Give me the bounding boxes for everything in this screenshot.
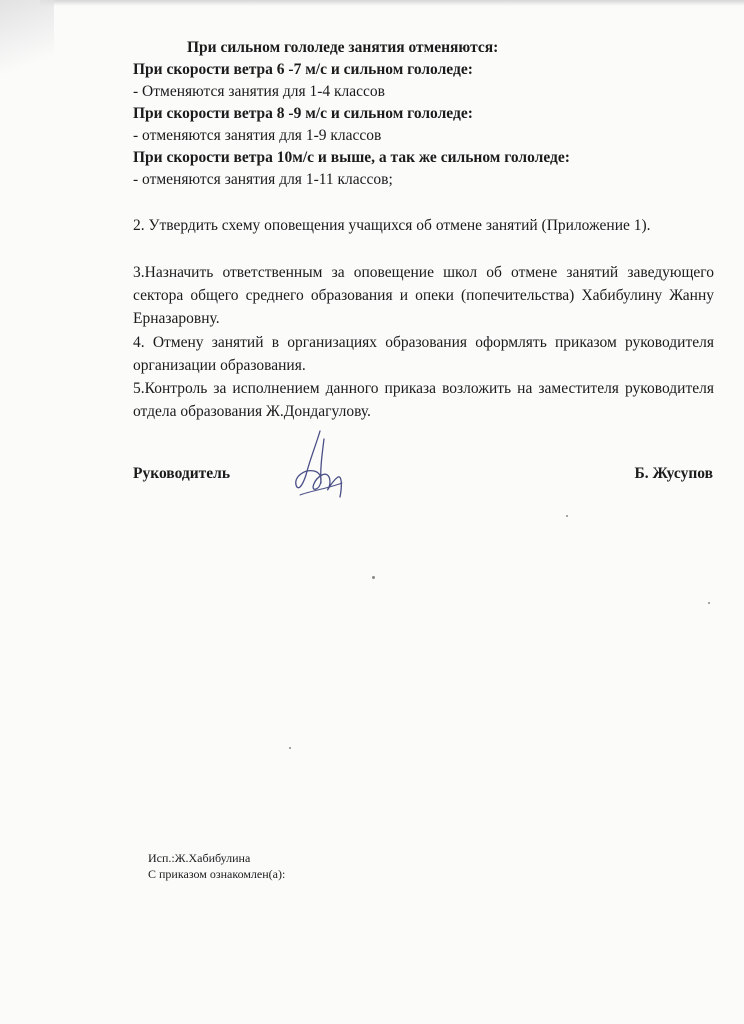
rule-condition: При скорости ветра 6 -7 м/с и сильном гололеде: [133, 61, 473, 78]
ice-heading: При сильном гололеде занятия отменяются: [187, 39, 499, 56]
signature-row [133, 465, 713, 495]
scan-corner-shadow [0, 0, 54, 90]
item-5: 5.Контроль за исполнением данного приказа возложить на заместителя руководителя отдела образования Ж.Дондагулову. [133, 380, 714, 420]
acknowledgement-note: С приказом ознакомлен(а): [148, 867, 286, 881]
scan-edge-shadow [40, 0, 744, 6]
rule-condition: При скорости ветра 8 -9 м/с и сильном гололеде: [133, 105, 473, 122]
scan-speck [372, 576, 375, 579]
executor-note: Исп.:Ж.Хабибулина [148, 851, 251, 865]
scan-speck [289, 747, 291, 749]
scan-speck [566, 515, 568, 517]
rule-result: - отменяются занятия для 1-11 классов; [133, 171, 393, 188]
signer-role: Руководитель [133, 465, 231, 482]
item-2: 2. Утвердить схему оповещения учащихся об отмене занятий (Приложение 1). [133, 217, 651, 234]
rule-result: - отменяются занятия для 1-9 классов [133, 127, 382, 144]
item-4: 4. Отмену занятий в организациях образования оформлять приказом руководителя организации образования. [133, 334, 714, 374]
rule-result: - Отменяются занятия для 1-4 классов [133, 83, 385, 100]
wind-rules [133, 59, 713, 191]
item-3: 3.Назначить ответственным за оповещение школ об отмене занятий заведующего сектора общего среднего образования и опеки (попечительства) Хабибулину Жанну Ерназаровну. [133, 264, 714, 327]
signer-name: Б. Жусупов [634, 465, 713, 482]
footer-notes [148, 850, 285, 882]
scan-speck [708, 602, 710, 604]
rule-condition: При скорости ветра 10м/с и выше, а так же сильном гололеде: [133, 149, 570, 166]
